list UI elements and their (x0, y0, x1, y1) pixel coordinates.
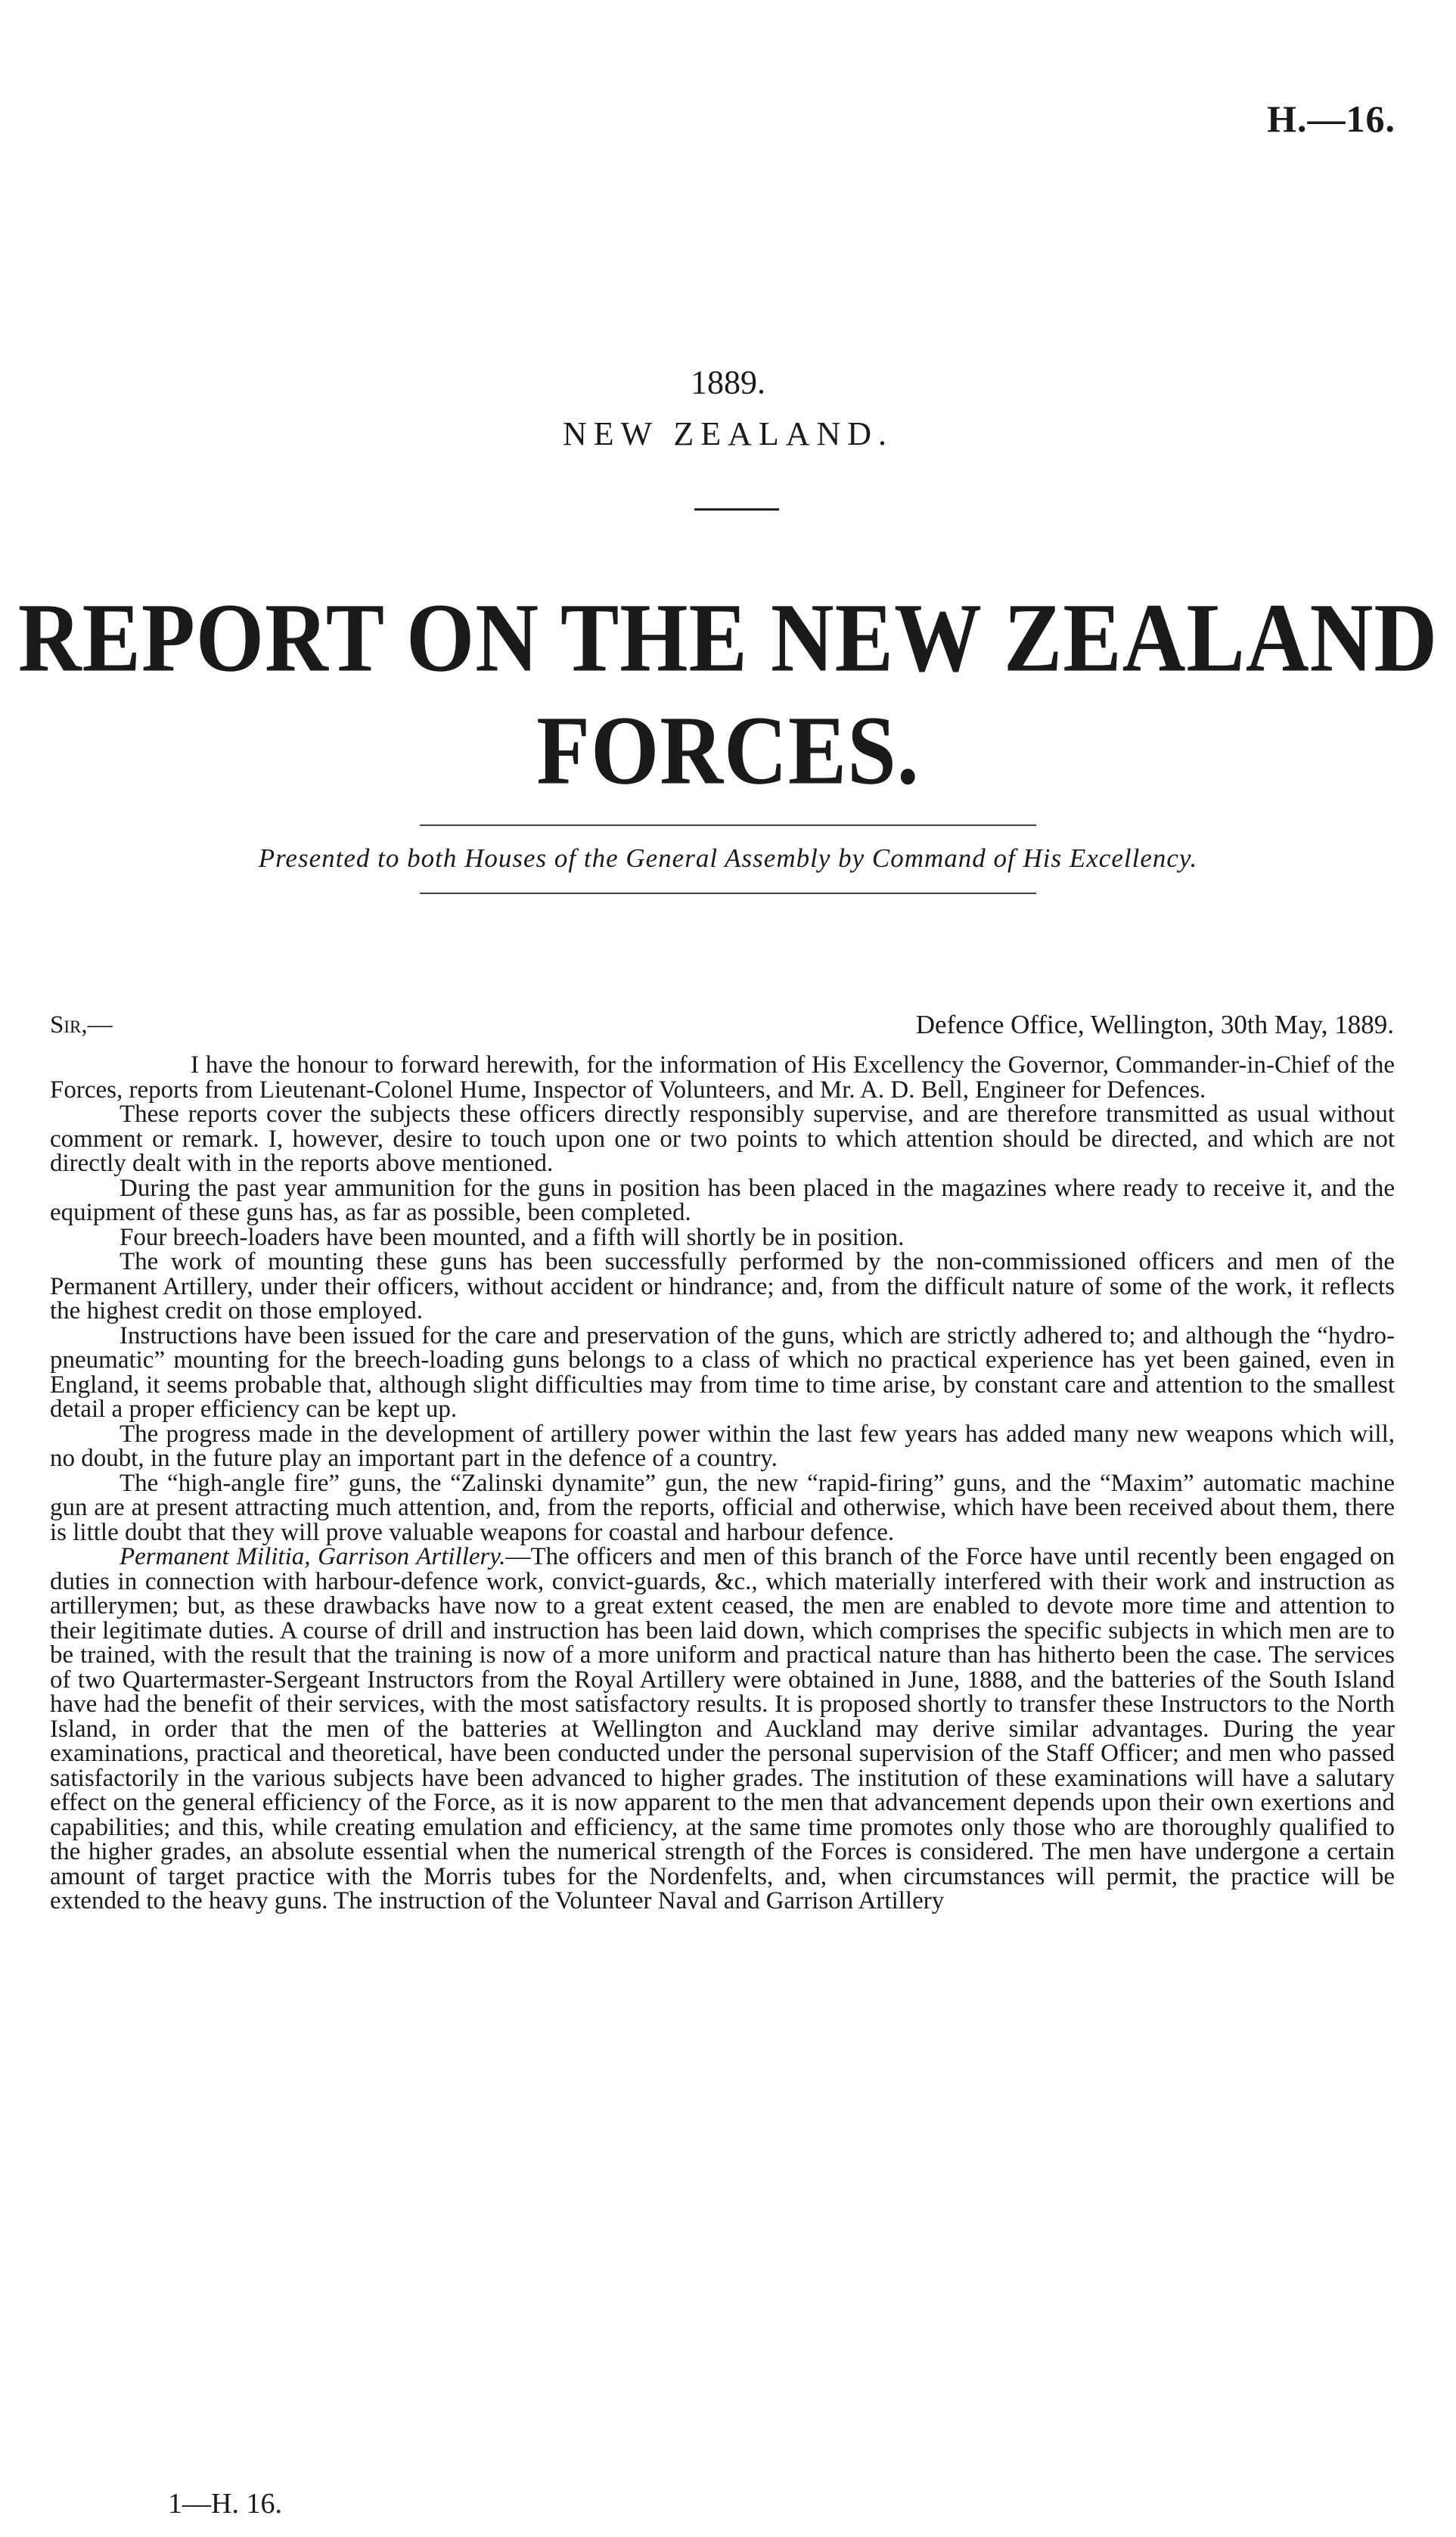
page-code: H.—16. (1267, 98, 1395, 140)
salutation: Sir,— (50, 1011, 113, 1039)
paragraph-lead: Permanent Militia, Garrison Artillery. (120, 1543, 506, 1570)
report-year: 1889. (691, 364, 765, 401)
divider-rule-top (420, 824, 1036, 826)
paragraph-text: Four breech-loaders have been mounted, and a fifth will shortly be in position. (120, 1223, 905, 1251)
paragraph-2 (50, 1102, 1395, 1176)
country-heading: NEW ZEALAND. (562, 415, 894, 452)
paragraph-7 (50, 1422, 1395, 1471)
page-title: REPORT ON THE NEW ZEALAND FORCES. (17, 584, 1439, 806)
paragraph-4 (50, 1225, 1395, 1250)
paragraph-3 (50, 1176, 1395, 1225)
paragraph-text: The work of mounting these guns has been successfully performed by the non-commissioned officers and men of the Permanent Artillery, under their officers, without accident or hindrance; and, from the difficult nature of some of the work, it reflects the highest credit on those employed. (50, 1248, 1395, 1324)
paragraph-1 (50, 1053, 1395, 1102)
paragraph-text: These reports cover the subjects these officers directly responsibly supervise, and are therefore transmitted as usual without comment or remark. I, however, desire to touch upon one or two points to which attention should be directed, and which are not directly dealt with in the reports above mentioned. (50, 1101, 1395, 1177)
paragraph-6 (50, 1321, 1395, 1423)
dateline: Defence Office, Wellington, 30th May, 1889. (915, 1010, 1394, 1039)
paragraph-text: The progress made in the development of artillery power within the last few years has added many new weapons which will, no doubt, in the future play an important part in the defence of a country. (50, 1420, 1395, 1472)
paragraph-text: Instructions have been issued for the care and preservation of the guns, which are strictly adhered to; and although the “hydro-pneumatic” mounting for the breech-loading guns belongs to a class of which no practical experience has yet been gained, even in England, it seems probable that, although slight difficulties may from time to time arise, by constant care and attention to the smallest detail a proper efficiency can be kept up. (50, 1321, 1395, 1423)
paragraph-text: I have the honour to forward herewith, for the information of His Excellency the Governor, Commander-in-Chief of the Forces, reports from Lieutenant-Colonel Hume, Inspector of Volunteers, and Mr. A. D. Bell, Engineer for Defences. (50, 1051, 1395, 1104)
paragraph-5 (50, 1250, 1395, 1324)
divider-rule (694, 508, 779, 511)
paragraph-9 (50, 1545, 1395, 1914)
paragraph-8 (50, 1471, 1395, 1545)
letter-body (50, 1053, 1395, 1914)
divider-rule-bottom (420, 893, 1036, 894)
paragraph-text: The “high-angle fire” guns, the “Zalinski dynamite” gun, the new “rapid-firing” guns, and the “Maxim” automatic machine gun are at present attracting much attention, and, from the reports, official and otherwise, which have been received about them, there is little doubt that they will prove valuable weapons for coastal and harbour defence. (50, 1469, 1395, 1546)
footer-signature: 1—H. 16. (168, 2488, 282, 2520)
presented-line: Presented to both Houses of the General Assembly by Command of His Excellency. (258, 843, 1198, 873)
paragraph-text: During the past year ammunition for the guns in position has been placed in the magazines where ready to receive it, and the equipment of these guns has, as far as possible, been completed. (50, 1174, 1395, 1226)
paragraph-text: —The officers and men of this branch of the Force have until recently been engaged on duties in connection with harbour-defence work, convict-guards, &c., which materially interfered with their work and instruction as artillerymen; but, as these drawbacks have now to a great extent ceased, the men are enabled to devote more time and attention to their legitimate duties. A course of drill and instruction has been laid down, which comprises the specific subjects in which men are to be trained, with the result that the training is now of a more uniform and practical nature than has hitherto been the case. The services of two Quartermaster-Sergeant Instructors from the Royal Artillery were obtained in June, 1888, and the batteries of the South Island have had the benefit of their services, with the most satisfactory results. It is proposed shortly to transfer these Instructors to the North Island, in order that the men of the batteries at Wellington and Auckland may derive similar advantages. During the year examinations, practical and theoretical, have been conducted under the personal supervision of the Staff Officer; and men who passed satisfactorily in the various subjects have been advanced to higher grades. The institution of these examinations will have a salutary effect on the general efficiency of the Force, as it is now apparent to the men that advancement depends upon their own exertions and capabilities; and this, while creating emulation and efficiency, at the same time promotes only those who are thoroughly qualified to the higher grades, an absolute essential when the numerical strength of the Forces is considered. The men have undergone a certain amount of target practice with the Morris tubes for the Nordenfelts, and, when circumstances will permit, the practice will be extended to the heavy guns. The instruction of the Volunteer Naval and Garrison Artillery (50, 1543, 1395, 1914)
